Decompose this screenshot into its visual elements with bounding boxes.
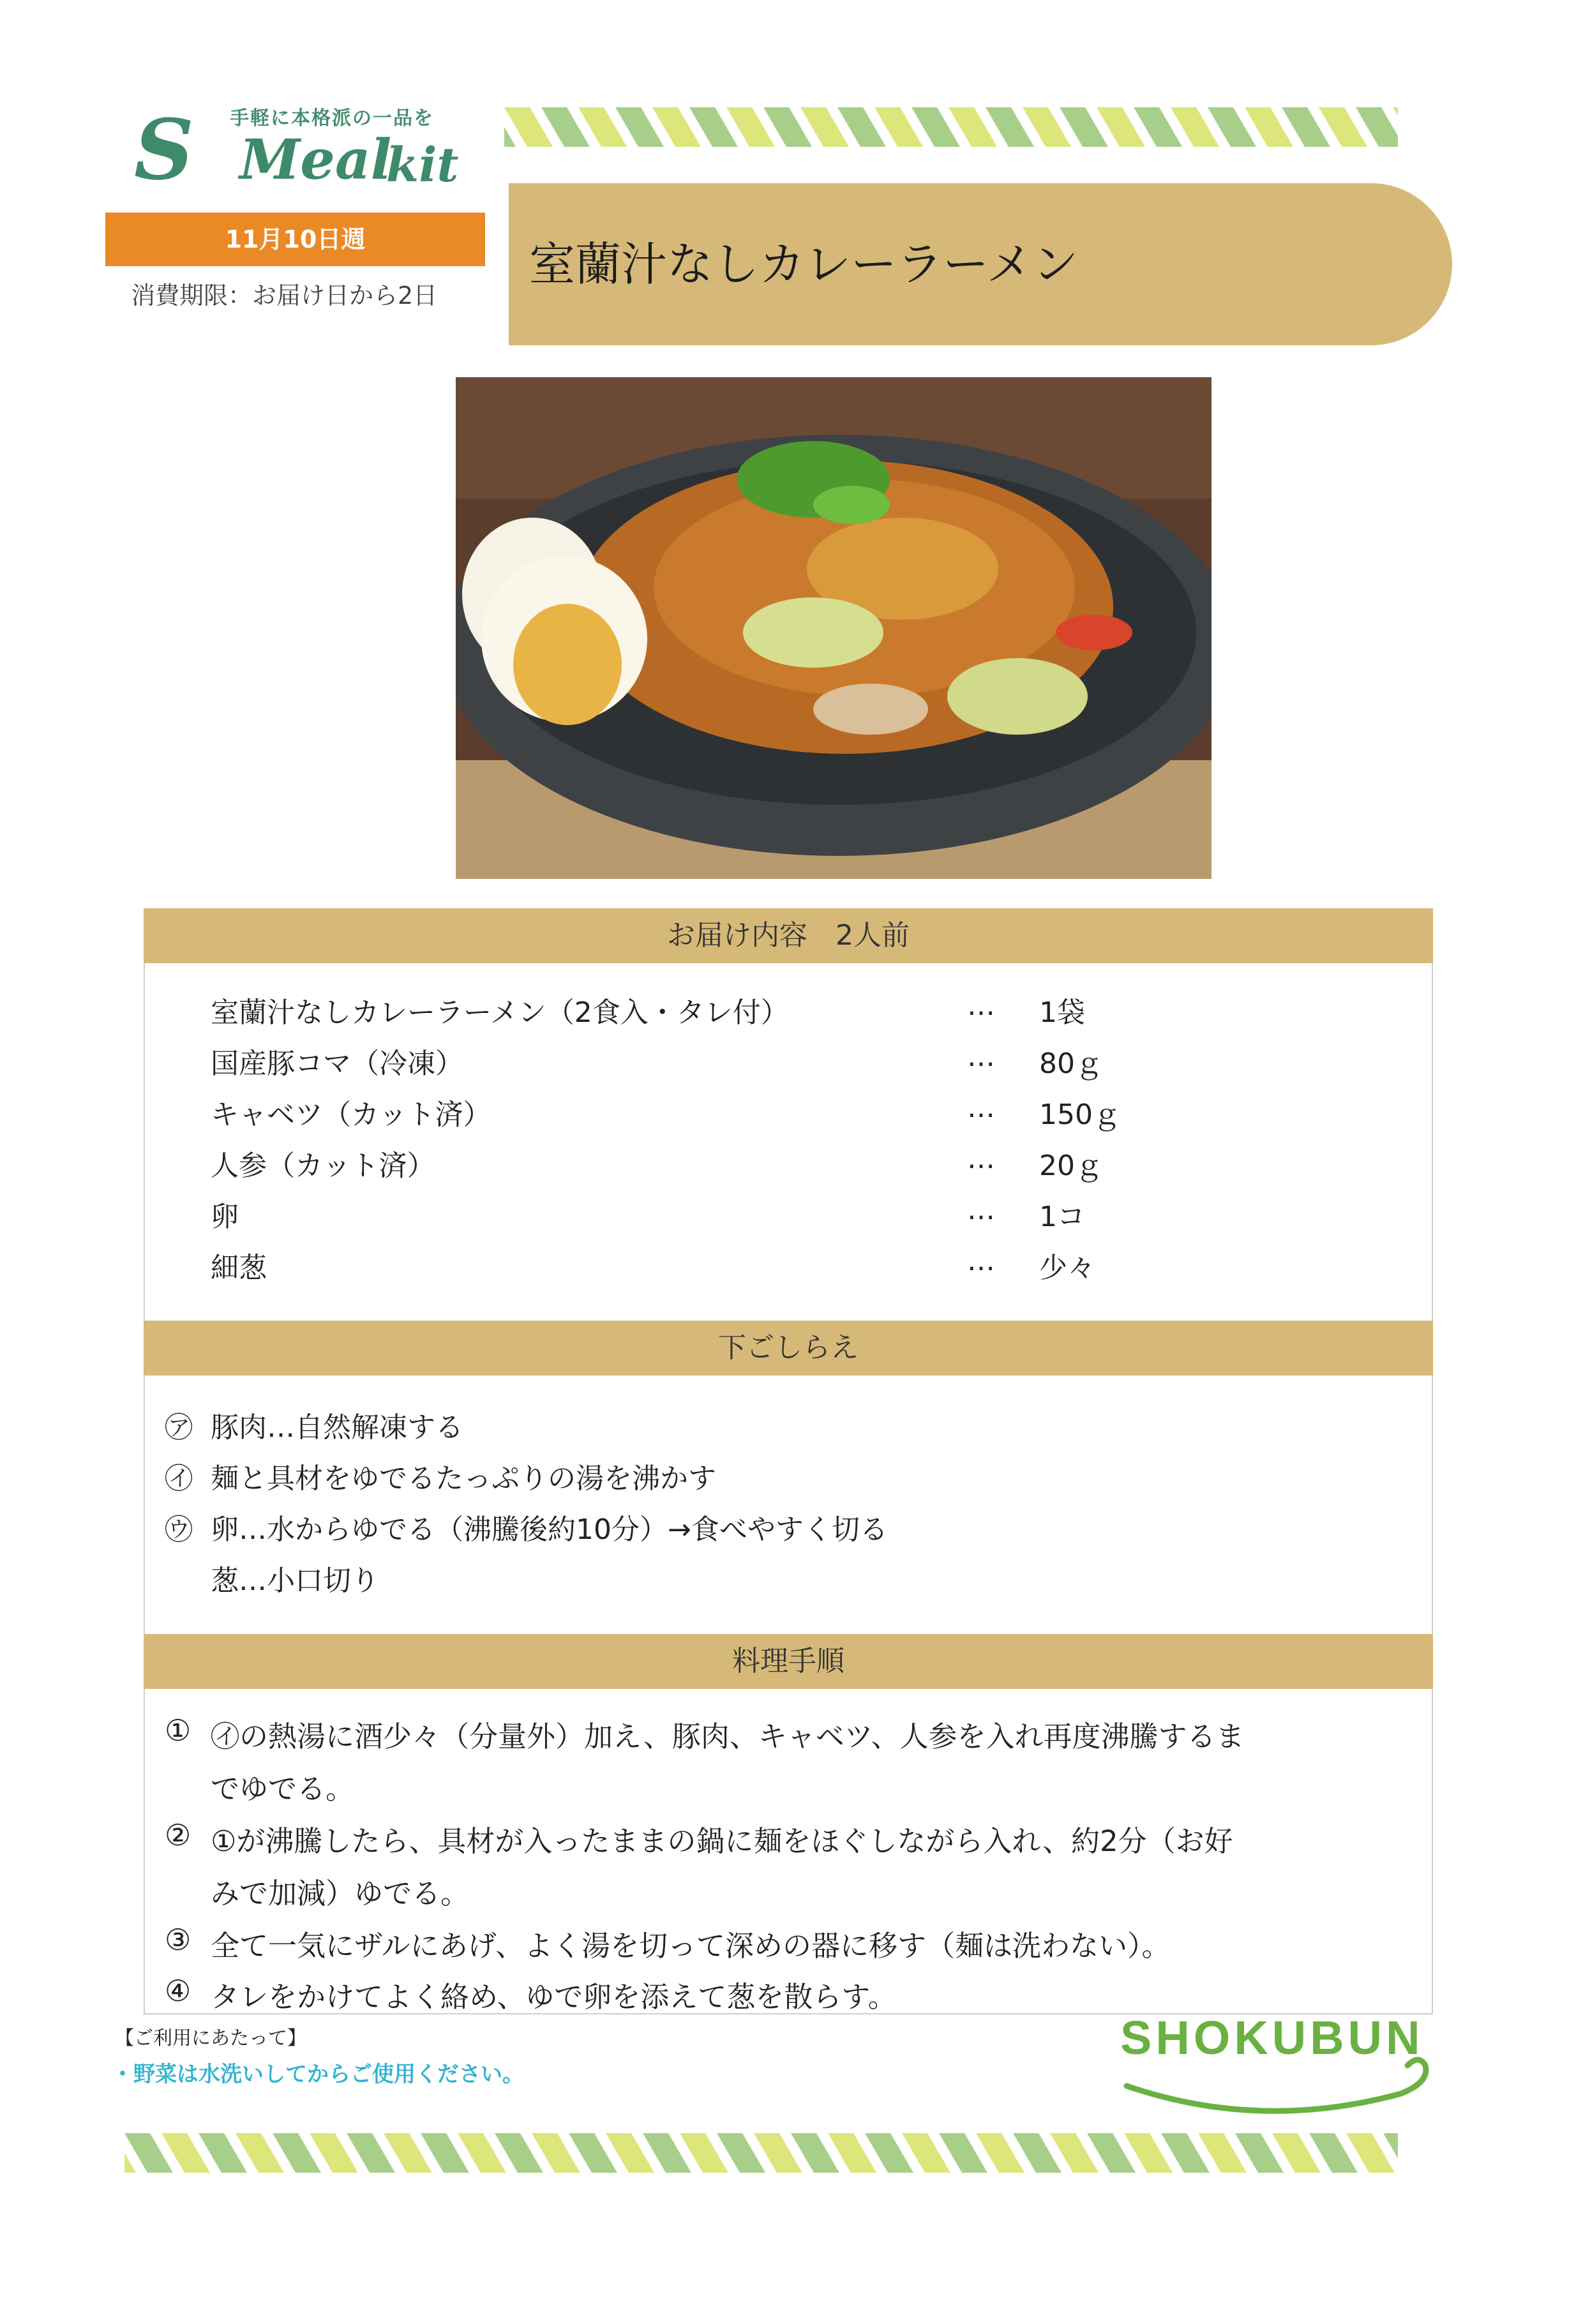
ingredient-qty: 少々 <box>1039 1252 1095 1284</box>
ingredient-name: 卵 <box>211 1201 239 1233</box>
step-text: ①が沸騰したら、具材が入ったままの鍋に麺をほぐしながら入れ、約2分（お好 <box>211 1824 1233 1858</box>
notice-heading: 【ご利用にあたって】 <box>115 2027 306 2050</box>
prep-marker: ㋑ <box>165 1462 193 1495</box>
prep-marker: ㋒ <box>165 1513 193 1546</box>
food-photo-illustration <box>456 377 1212 879</box>
ingredients-heading: お届け内容 2人前 <box>144 908 1433 963</box>
stripes-graphic <box>504 107 1398 147</box>
step-text: タレをかけてよく絡め、ゆで卵を添えて葱を散らす。 <box>211 1980 897 2014</box>
prep-marker: ㋐ <box>165 1411 193 1444</box>
ingredient-dots: … <box>967 1245 995 1277</box>
prep-item: 葱…小口切り <box>211 1564 379 1597</box>
prep-heading: 下ごしらえ <box>144 1321 1433 1376</box>
notice-item: ・野菜は水洗いしてからご使用ください。 <box>112 2062 524 2087</box>
step-text: ㋑の熱湯に酒少々（分量外）加え、豚肉、キャベツ、人参を入れ再度沸騰するま <box>211 1720 1245 1753</box>
expiry-note: 消費期限：お届け日から2日 <box>131 281 438 310</box>
brand-swoosh-icon <box>1120 2011 1439 2119</box>
ingredient-dots: … <box>967 989 995 1022</box>
logo-letter: S <box>134 101 194 199</box>
ingredient-dots: … <box>967 1091 995 1124</box>
prep-item: 麺と具材をゆでるたっぷりの湯を沸かす <box>211 1462 716 1495</box>
ingredient-name: キャベツ（カット済） <box>211 1098 491 1131</box>
week-label: 11月10日週 <box>105 213 485 266</box>
logo-word-kit: kit <box>386 138 459 193</box>
step-number: ④ <box>165 1974 191 2008</box>
title-panel <box>509 183 1452 345</box>
prep-item: 豚肉…自然解凍する <box>211 1411 463 1444</box>
ingredient-qty: 1コ <box>1039 1201 1085 1233</box>
ingredient-dots: … <box>967 1194 995 1226</box>
steps-heading: 料理手順 <box>144 1634 1433 1689</box>
ingredient-qty: 80ｇ <box>1039 1047 1103 1080</box>
food-photo <box>456 377 1212 879</box>
step-text-continued: みで加減）ゆでる。 <box>211 1877 470 1910</box>
ingredient-name: 室蘭汁なしカレーラーメン（2食入・タレ付） <box>211 996 789 1029</box>
ingredient-name: 細葱 <box>211 1252 267 1284</box>
step-text: 全て一気にザルにあげ、よく湯を切って深めの器に移す（麺は洗わない）。 <box>211 1929 1171 1963</box>
brand-name: SHOKUBUN <box>1120 2011 1424 2064</box>
prep-item: 卵…水からゆでる（沸騰後約10分）→食べやすく切る <box>211 1513 888 1546</box>
recipe-title: 室蘭汁なしカレーラーメン <box>529 237 1079 291</box>
step-number: ① <box>165 1713 191 1748</box>
shokubun-logo <box>1120 2011 1439 2119</box>
ingredient-dots: … <box>967 1040 995 1073</box>
logo-tagline: 手軽に本格派の一品を <box>230 107 434 130</box>
meal-kit-logo <box>134 102 466 198</box>
ingredient-qty: 1袋 <box>1039 996 1085 1029</box>
ingredient-name: 人参（カット済） <box>211 1150 435 1182</box>
step-text-continued: でゆでる。 <box>211 1772 355 1806</box>
ingredient-dots: … <box>967 1143 995 1175</box>
ingredient-qty: 150ｇ <box>1039 1098 1121 1131</box>
step-number: ③ <box>165 1923 191 1957</box>
logo-word-meal: Meal <box>239 128 392 192</box>
decorative-stripes-top <box>504 107 1398 147</box>
step-number: ② <box>165 1818 191 1852</box>
ingredient-qty: 20ｇ <box>1039 1150 1103 1182</box>
decorative-stripes-bottom <box>124 2133 1398 2173</box>
stripes-graphic <box>124 2133 1398 2173</box>
ingredient-name: 国産豚コマ（冷凍） <box>211 1047 463 1080</box>
